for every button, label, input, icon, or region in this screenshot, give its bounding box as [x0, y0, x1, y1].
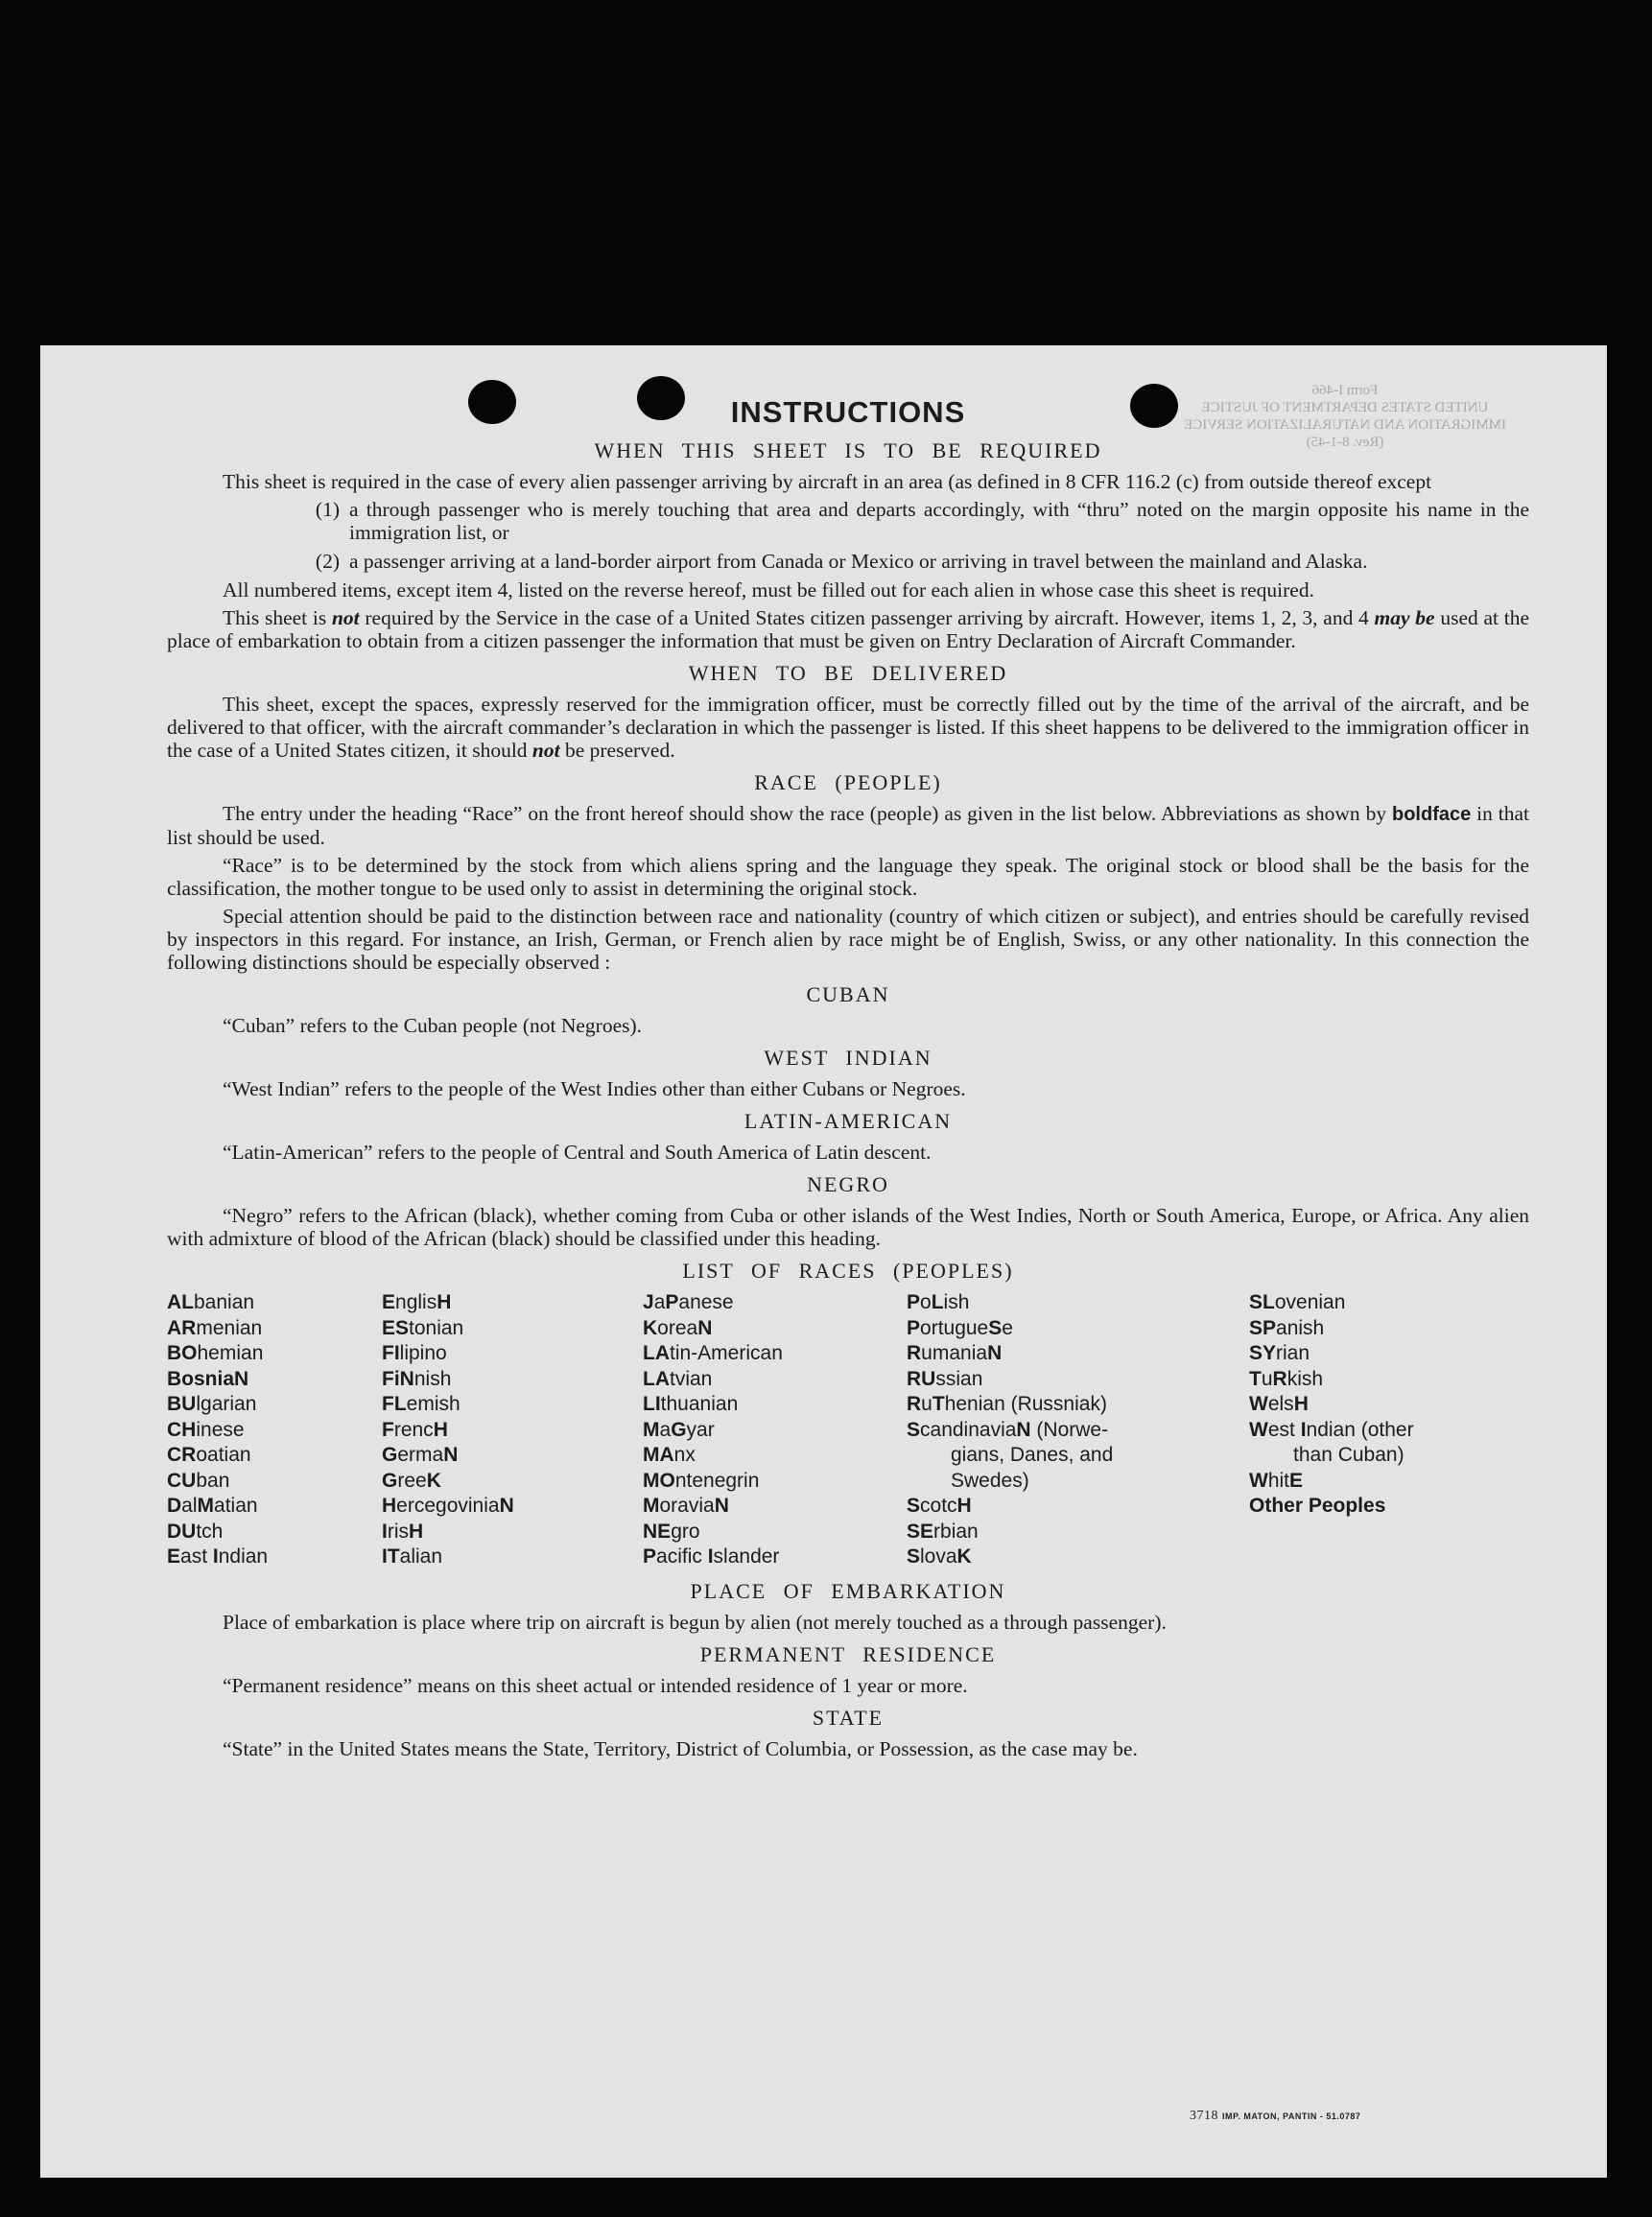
text-run: This sheet, except the spaces, expressly reserved for the immigration officer, must be correctly filled out by the time of the arrival of the aircraft, and be delivered to that officer, with the aircraft commander’s declaration in which the passenger is listed. If this sheet happens to be delivered to the immigration officer in the case of a United States citizen, it should: [167, 693, 1529, 762]
heading-cuban: CUBAN: [806, 982, 890, 1006]
race-entry: ALbanian: [167, 1291, 255, 1313]
race-entry: MOntenegrin: [643, 1469, 760, 1492]
heading-west-indian: WEST INDIAN: [764, 1046, 932, 1070]
race-entry: HercegoviniaN: [382, 1495, 514, 1517]
heading-latin-american: LATIN-AMERICAN: [743, 1109, 953, 1133]
text-run: This sheet is: [223, 606, 332, 629]
para-embarkation: Place of embarkation is place where trip on aircraft is begun by alien (not merely touched as a through passenger).: [223, 1610, 1167, 1634]
race-entry: SErbian: [907, 1520, 979, 1543]
race-entry: ITalian: [382, 1545, 443, 1568]
form-stamp-line: IMMIGRATION AND NATURALIZATION SERVICE: [1184, 417, 1506, 433]
race-column: [643, 1290, 907, 1570]
emphasis-may-be: may be: [1374, 606, 1435, 629]
para-race-entry: [167, 802, 1529, 849]
race-entry: East Indian: [167, 1545, 269, 1568]
race-entry: IrisH: [382, 1520, 424, 1543]
para-state: “State” in the United States means the State, Territory, District of Columbia, or Possession, as the case may be.: [223, 1736, 1138, 1760]
race-entry: MAnx: [643, 1444, 696, 1466]
para-race-nationality: Special attention should be paid to the distinction between race and nationality (country of which citizen or subject), and entries should be carefully revised by inspectors in this regard. For instance, an Irish, German, or French alien by race might be of English, Swiss, or any other nationality. In this connection the following distinctions should be especially observed :: [167, 905, 1529, 974]
race-entry: FiNnish: [382, 1367, 452, 1390]
race-column: [382, 1290, 643, 1570]
race-entry: BOhemian: [167, 1342, 264, 1364]
form-stamp-line: (Rev. 8-1-45): [1306, 435, 1384, 450]
para-permanent-residence: “Permanent residence” means on this sheet actual or intended residence of 1 year or more.: [223, 1673, 968, 1697]
race-entry: DalMatian: [167, 1495, 258, 1517]
race-entry: LAtvian: [643, 1367, 713, 1390]
heading-race: RACE (PEOPLE): [754, 770, 942, 794]
para-negro: “Negro” refers to the African (black), whether coming from Cuba or other islands of the West Indies, North or South America, Europe, or Africa. Any alien with admixture of blood of the African (black) should be classified under this heading.: [167, 1204, 1529, 1250]
race-entry: MaGyar: [643, 1418, 715, 1441]
exception-item-2: [167, 550, 1529, 573]
race-entry: BUlgarian: [167, 1393, 257, 1415]
form-stamp-line: Form I-466: [1311, 383, 1379, 398]
text-run: in that list should be used.: [167, 802, 1529, 849]
instructions-content: [167, 395, 1529, 1765]
race-entry: RumaniaN: [907, 1342, 1003, 1364]
para-when-delivered: [167, 693, 1529, 762]
race-entry: PoLish: [907, 1291, 970, 1313]
para-race-stock: “Race” is to be determined by the stock from which aliens spring and the language they speak. The original stock or blood shall be the basis for the classification, the mother tongue to be used only to assist in determining the original stock.: [167, 854, 1529, 900]
item-text: a passenger arriving at a land-border airport from Canada or Mexico or arriving in travel between the mainland and Alaska.: [349, 550, 1368, 573]
heading-when-delivered: WHEN TO BE DELIVERED: [688, 661, 1008, 685]
emphasis-not: not: [331, 606, 360, 629]
race-entry: CHinese: [167, 1418, 245, 1441]
text-run: used at the place of embarkation to obtain from a citizen passenger the information that must be given on Entry Declaration of Aircraft Commander.: [167, 606, 1529, 652]
race-entry: than Cuban): [1293, 1444, 1404, 1466]
text-run: be preserved.: [559, 739, 675, 762]
race-entry: PortugueSe: [907, 1316, 1013, 1339]
exception-item-1: [167, 498, 1529, 544]
race-entry: FrencH: [382, 1418, 448, 1441]
printer-footer: [1190, 2109, 1360, 2124]
form-stamp-line: UNITED STATES DEPARTMENT OF JUSTICE: [1201, 400, 1489, 415]
race-entry: NEgro: [643, 1520, 700, 1543]
race-entry: RUssian: [907, 1367, 983, 1390]
race-entry: JaPanese: [643, 1291, 734, 1313]
race-column: [167, 1290, 382, 1570]
race-entry: SlovaK: [907, 1545, 972, 1568]
para-when-required-intro: This sheet is required in the case of every alien passenger arriving by aircraft in an area (as defined in 8 CFR 116.2 (c) from outside thereof except: [223, 470, 1432, 493]
text-run: required by the Service in the case of a United States citizen passenger arriving by aircraft. However, items 1, 2, 3, and 4: [359, 606, 1375, 629]
page-title: INSTRUCTIONS: [730, 395, 966, 429]
para-west-indian: “West Indian” refers to the people of the West Indies other than either Cubans or Negroes.: [223, 1077, 966, 1100]
race-list: [167, 1290, 1529, 1570]
para-citizen-passenger: [167, 606, 1529, 652]
race-entry: WelsH: [1249, 1393, 1309, 1415]
race-entry: KoreaN: [643, 1316, 713, 1339]
race-entry: Other Peoples: [1249, 1495, 1386, 1517]
para-cuban: “Cuban” refers to the Cuban people (not Negroes).: [223, 1014, 643, 1037]
race-entry: ARmenian: [167, 1316, 263, 1339]
race-entry: EnglisH: [382, 1291, 452, 1313]
race-entry: SLovenian: [1249, 1291, 1346, 1313]
race-entry: FIlipino: [382, 1342, 447, 1364]
race-entry: CRoatian: [167, 1444, 251, 1466]
race-entry: RuThenian (Russniak): [907, 1393, 1107, 1415]
heading-state: STATE: [812, 1705, 885, 1730]
heading-when-required: WHEN THIS SHEET IS TO BE REQUIRED: [594, 438, 1102, 462]
race-entry: MoraviaN: [643, 1495, 729, 1517]
race-entry: Swedes): [951, 1469, 1029, 1492]
race-entry: DUtch: [167, 1520, 224, 1543]
item-number: (1): [315, 498, 340, 521]
race-entry: SPanish: [1249, 1316, 1325, 1339]
race-entry: West Indian (other: [1249, 1418, 1414, 1441]
document-sheet: [40, 345, 1607, 2178]
race-entry: CUban: [167, 1469, 230, 1492]
race-entry: GreeK: [382, 1469, 441, 1492]
race-entry: gians, Danes, and: [951, 1444, 1114, 1466]
para-numbered-items: All numbered items, except item 4, listed on the reverse hereof, must be filled out for each alien in whose case this sheet is required.: [223, 578, 1314, 601]
race-entry: SYrian: [1249, 1342, 1310, 1364]
printer-imprint: IMP. MATON, PANTIN - 51.0787: [1222, 2111, 1361, 2121]
race-entry: BosniaN: [167, 1367, 249, 1390]
race-column: [1249, 1290, 1529, 1570]
race-entry: FLemish: [382, 1393, 460, 1415]
para-latin-american: “Latin-American” refers to the people of Central and South America of Latin descent.: [223, 1141, 932, 1164]
heading-permanent-residence: PERMANENT RESIDENCE: [699, 1641, 997, 1666]
race-entry: EStonian: [382, 1316, 464, 1339]
heading-list-of-races: LIST OF RACES (PEOPLES): [682, 1259, 1014, 1283]
text-run: The entry under the heading “Race” on the front hereof should show the race (people) as given in the list below. Abbreviations as shown by: [223, 802, 1392, 825]
race-entry: GermaN: [382, 1444, 459, 1466]
race-entry: LIthuanian: [643, 1393, 739, 1415]
race-entry: WhitE: [1249, 1469, 1304, 1492]
race-entry: ScotcH: [907, 1495, 972, 1517]
emphasis-not: not: [531, 739, 560, 762]
item-number: (2): [315, 550, 340, 573]
race-entry: TuRkish: [1249, 1367, 1324, 1390]
form-number: 3718: [1190, 2109, 1218, 2123]
boldface-word: boldface: [1391, 804, 1472, 825]
race-entry: ScandinaviaN (Norwe-: [907, 1418, 1109, 1441]
race-column: [907, 1290, 1249, 1570]
item-text: a through passenger who is merely touching that area and departs accordingly, with “thru” noted on the margin opposite his name in the immigration list, or: [349, 498, 1529, 544]
race-entry: LAtin-American: [643, 1342, 783, 1364]
heading-negro: NEGRO: [807, 1172, 889, 1196]
race-entry: Pacific Islander: [643, 1545, 780, 1568]
heading-embarkation: PLACE OF EMBARKATION: [690, 1578, 1006, 1603]
